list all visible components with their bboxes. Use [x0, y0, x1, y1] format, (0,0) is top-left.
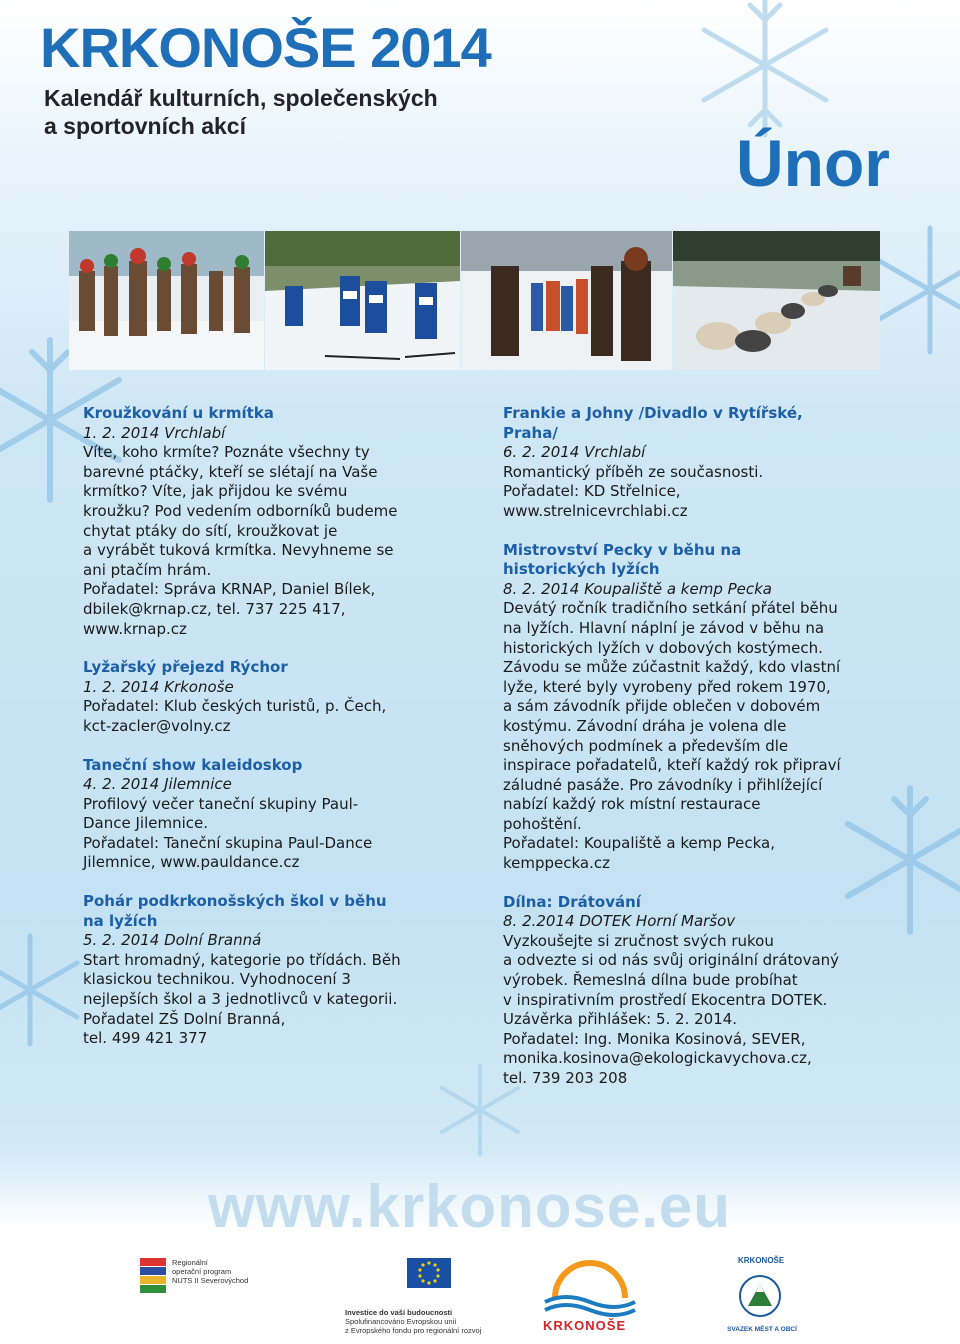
- left-events-column: [83, 404, 453, 1068]
- event-item: [503, 893, 863, 1089]
- month-heading: Únor: [736, 126, 890, 200]
- photo-dog-sled: [673, 231, 880, 370]
- event-item: [83, 404, 453, 639]
- rop-logo: Regionální operační program NUTS II Severovýchod: [140, 1258, 270, 1338]
- event-description: Pořadatel: Klub českých turistů, p. Čech, kct-zacler@volny.cz: [83, 697, 387, 735]
- event-date: 5. 2. 2014 Dolní Branná: [83, 931, 262, 950]
- event-item: [503, 404, 863, 522]
- krkonose-logo: KRKONOŠE: [535, 1258, 645, 1338]
- eu-logo: Investice do vaší budoucnosti Spolufinancováno Evropskou unií z Evropského fondu pro regionální rozvoj: [345, 1258, 475, 1338]
- event-date: 1. 2. 2014 Krkonoše: [83, 677, 234, 696]
- event-description: Start hromadný, kategorie po třídách. Běh klasickou technikou. Vyhodnocení 3 nejlepších škol a 3 jednotlivců v kategorii. Pořadatel ZŠ Dolní Branná, tel. 499 421 377: [83, 950, 401, 1048]
- photo-ski-race: [265, 231, 460, 370]
- event-date: 1. 2. 2014 Vrchlabí: [83, 423, 226, 442]
- event-title: Taneční show kaleidoskop: [83, 755, 303, 774]
- photo-historic-skiers: [461, 231, 672, 370]
- svazek-logo: KRKONOŠE SVAZEK MĚST A OBCÍ: [722, 1258, 802, 1338]
- event-title: Dílna: Drátování: [503, 892, 641, 911]
- eu-flag-icon: [407, 1258, 451, 1288]
- event-description: Vyzkoušejte si zručnost svých rukou a odvezte si od nás svůj originální drátovaný výrobek. Řemeslná dílna bude probíhat v inspirativním prostředí Ekocentra DOTEK. Uzávěrka přihlášek: 5. 2. 2014. Pořadatel: Ing. Monika Kosinová, SEVER, monika.kosinova@ekologickavychova.cz, tel. 739 203 208: [503, 931, 840, 1087]
- snowflake-icon: [690, 0, 840, 140]
- event-description: Romantický příběh ze současnosti. Pořadatel: KD Střelnice, www.strelnicevrchlabi.cz: [503, 462, 764, 520]
- event-description: Profilový večer taneční skupiny Paul- Dance Jilemnice. Pořadatel: Taneční skupina Paul-Dance Jilemnice, www.pauldance.cz: [83, 794, 373, 872]
- event-title: Lyžařský přejezd Rýchor: [83, 658, 288, 677]
- sun-waves-icon: [535, 1258, 645, 1318]
- rop-flag-icon: [140, 1258, 170, 1298]
- event-description: Devátý ročník tradičního setkání přátel běhu na lyžích. Hlavní náplní je závod v běhu na historických lyžích v dobových kostýmech. Závodu se může zúčastnit každý, kdo vlastní lyže, které byly vyrobeny před rokem 1970, a sám závodník přijde oblečen v dobovém kostýmu. Závodní dráha je volena dle sněhových podmínek a především dle inspirace pořadatelů, kteří každý rok připraví záludné pasáže. Pro závodníky i přihlížející nabízí každý rok místní restaurace pohoštění. Pořadatel: Koupaliště a kemp Pecka, kemppecka.cz: [503, 599, 841, 873]
- event-date: 6. 2. 2014 Vrchlabí: [503, 443, 646, 462]
- event-title: Mistrovství Pecky v běhu na historických lyžích: [503, 540, 742, 579]
- event-date: 8. 2.2014 DOTEK Horní Maršov: [503, 912, 736, 931]
- event-item: [83, 756, 453, 874]
- mountain-seal-icon: [722, 1258, 798, 1334]
- event-title: Frankie a Johny /Divadlo v Rytířské, Praha/: [503, 404, 803, 442]
- event-date: 4. 2. 2014 Jilemnice: [83, 775, 232, 794]
- snowflake-icon: [0, 930, 90, 1050]
- event-description: Víte, koho krmíte? Poznáte všechny ty barevné ptáčky, kteří se slétají na Vaše krmítko? Víte, jak přijdou ke svému kroužku? Pod vedením odborníků budeme chytat ptáky do sítí, kroužkovat je a vyrábět tuková krmítka. Nevyhneme se ani ptačím hrám. Pořadatel: Správa KRNAP, Daniel Bílek, dbilek@krnap.cz, tel. 737 225 417, www.krnap.cz: [83, 443, 398, 638]
- event-item: [503, 541, 863, 874]
- website-watermark: www.krkonose.eu: [208, 1173, 731, 1240]
- event-date: 8. 2. 2014 Koupaliště a kemp Pecka: [503, 579, 773, 598]
- event-item: [83, 892, 453, 1049]
- page-subtitle: Kalendář kulturních, společenských a sportovních akcí: [44, 85, 438, 139]
- event-item: [83, 658, 453, 736]
- page-title: KRKONOŠE 2014: [40, 16, 491, 79]
- photo-bird-costumes: [69, 231, 264, 370]
- event-title: Kroužkování u krmítka: [83, 404, 274, 422]
- right-events-column: [503, 404, 863, 1108]
- event-title: Pohár podkrkonošských škol v běhu na lyžích: [83, 892, 387, 930]
